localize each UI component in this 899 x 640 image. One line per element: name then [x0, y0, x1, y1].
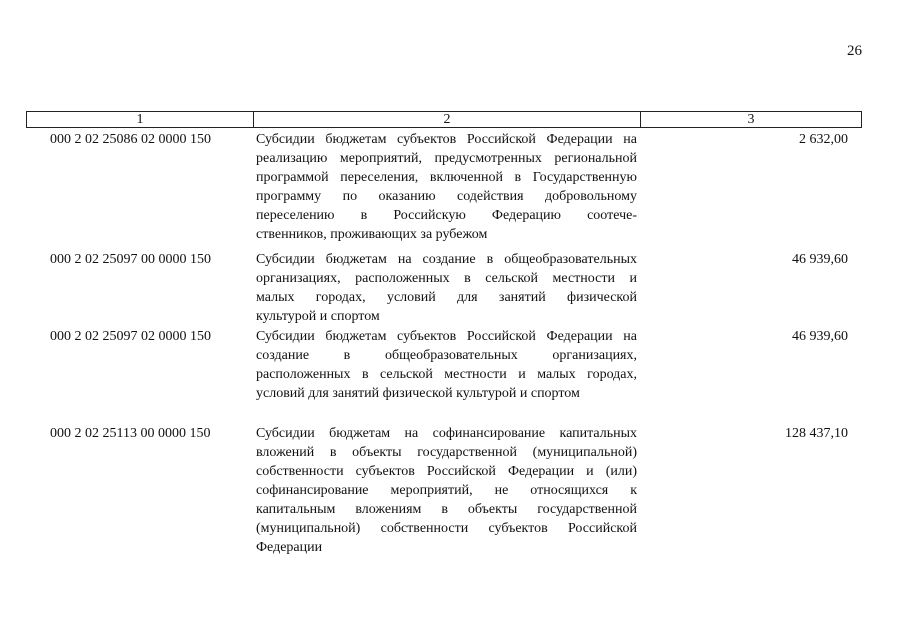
- description-line: малых городах, условий для занятий физической: [256, 290, 637, 305]
- row-description: [256, 327, 637, 403]
- description-line: Федерации: [256, 540, 323, 555]
- description-line: софинансирование мероприятий, не относящихся к: [256, 483, 637, 498]
- description-line: (муниципальной) собственности субъектов Российской: [256, 521, 637, 536]
- row-description: [256, 250, 637, 326]
- description-line: программой переселения, включенной в Государственную: [256, 170, 637, 185]
- row-amount: 128 437,10: [785, 426, 848, 441]
- description-line: реализацию мероприятий, предусмотренных региональной: [256, 151, 637, 166]
- description-line: Субсидии бюджетам на софинансирование капитальных: [256, 426, 637, 441]
- description-line: переселению в Российскую Федерацию соотече-: [256, 208, 637, 223]
- row-code: 000 2 02 25113 00 0000 150: [50, 426, 211, 441]
- row-code: 000 2 02 25097 02 0000 150: [50, 329, 211, 344]
- row-code: 000 2 02 25097 00 0000 150: [50, 252, 211, 267]
- table-column-header: [26, 111, 862, 128]
- description-line: Субсидии бюджетам на создание в общеобразовательных: [256, 252, 637, 267]
- row-description: [256, 424, 637, 557]
- row-description: [256, 130, 637, 244]
- column-header-3: 3: [747, 112, 755, 127]
- description-line: культурой и спортом: [256, 309, 380, 324]
- page-number: 26: [847, 43, 862, 59]
- description-line: программу по оказанию содействия добровольному: [256, 189, 637, 204]
- description-line: организациях, расположенных в сельской местности и: [256, 271, 637, 286]
- description-line: ственников, проживающих за рубежом: [256, 227, 488, 242]
- description-line: собственности субъектов Российской Федерации и (или): [256, 464, 637, 479]
- row-code: 000 2 02 25086 02 0000 150: [50, 132, 211, 147]
- description-line: вложений в объекты государственной (муниципальной): [256, 445, 637, 460]
- column-header-2: 2: [254, 112, 641, 127]
- row-amount: 2 632,00: [799, 132, 848, 147]
- row-amount: 46 939,60: [792, 329, 848, 344]
- description-line: Субсидии бюджетам субъектов Российской Федерации на: [256, 329, 637, 344]
- description-line: капитальным вложениям в объекты государственной: [256, 502, 637, 517]
- row-amount: 46 939,60: [792, 252, 848, 267]
- description-line: создание в общеобразовательных организациях,: [256, 348, 637, 363]
- description-line: Субсидии бюджетам субъектов Российской Федерации на: [256, 132, 637, 147]
- description-line: расположенных в сельской местности и малых городах,: [256, 367, 637, 382]
- description-line: условий для занятий физической культурой и спортом: [256, 386, 580, 401]
- column-header-1: 1: [27, 112, 254, 127]
